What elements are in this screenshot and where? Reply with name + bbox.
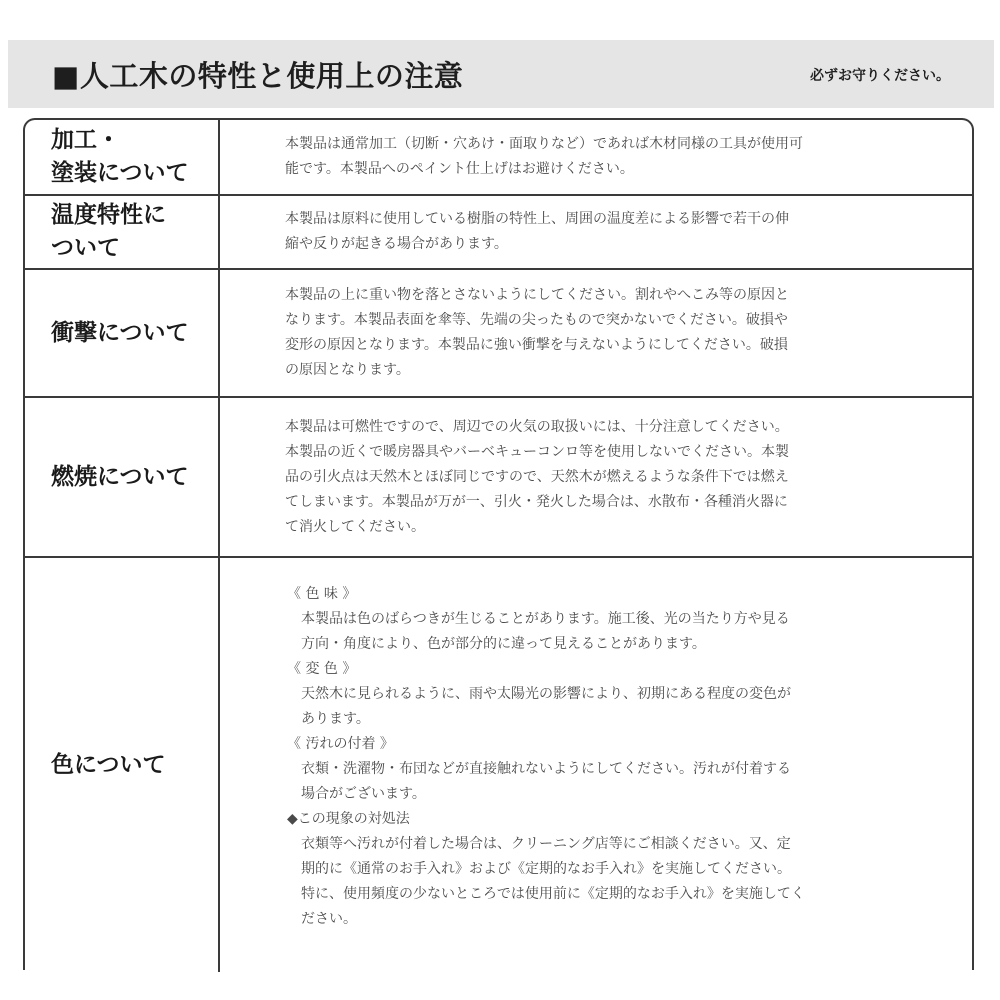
header-note: 必ずお守りください。 — [810, 68, 950, 84]
notes-table — [23, 118, 974, 970]
row-body-combustion — [285, 398, 898, 556]
page-header — [8, 40, 994, 108]
table-row-impact — [25, 270, 972, 398]
row-label-temperature: 温度特性に ついて — [51, 202, 166, 261]
table-row-combustion — [25, 398, 972, 558]
text-line: 本製品は通常加工（切断・穴あけ・面取りなど）であれば木材同様の工具が使用可 — [285, 136, 803, 152]
text-line: ださい。 — [301, 911, 357, 927]
text-line: 方向・角度により、色が部分的に違って見えることがあります。 — [301, 636, 706, 652]
text-line: 本製品の上に重い物を落とさないようにしてください。割れやへこみ等の原因と — [285, 287, 789, 303]
row-label-processing: 加工・ 塗装について — [51, 127, 189, 186]
text-line: 能です。本製品へのペイント仕上げはお避けください。 — [285, 161, 634, 177]
row-label-color: 色について — [51, 751, 166, 778]
table-row-processing — [25, 120, 972, 196]
text-line: 期的に《通常のお手入れ》および《定期的なお手入れ》を実施してください。 — [301, 861, 791, 877]
row-label-combustion: 燃焼について — [51, 463, 189, 490]
text-line: の原因となります。 — [285, 362, 410, 378]
text-line: 縮や反りが起きる場合があります。 — [285, 236, 508, 252]
text-line: 本製品は色のばらつきが生じることがあります。施工後、光の当たり方や見る — [301, 611, 790, 627]
subsection-heading: 《 汚れの付着 》 — [287, 736, 394, 752]
row-label-cell — [25, 270, 220, 396]
row-body-processing — [285, 120, 898, 194]
text-line: て消火してください。 — [285, 518, 425, 535]
row-label-cell — [25, 558, 220, 972]
text-line: なります。本製品表面を傘等、先端の尖ったもので突かないでください。破損や — [285, 312, 788, 328]
row-label-cell — [25, 398, 220, 556]
text-line: 衣類等へ汚れが付着した場合は、クリーニング店等にご相談ください。又、定 — [301, 836, 791, 852]
text-line: てしまいます。本製品が万が一、引火・発火した場合は、水散布・各種消火器に — [285, 493, 788, 510]
text-line: 本製品の近くで暖房器具やバーベキューコンロ等を使用しないでください。本製 — [285, 443, 789, 460]
subsection-heading: ◆この現象の対処法 — [287, 811, 410, 827]
row-body-color — [287, 582, 898, 932]
row-body-impact — [285, 270, 898, 396]
text-line: 天然木に見られるように、雨や太陽光の影響により、初期にある程度の変色が — [301, 686, 791, 702]
text-line: 本製品は可燃性ですので、周辺での火気の取扱いには、十分注意してください。 — [285, 418, 789, 435]
text-line: 本製品は原料に使用している樹脂の特性上、周囲の温度差による影響で若干の伸 — [285, 211, 789, 227]
row-body-temperature — [285, 196, 898, 268]
table-row-temperature — [25, 196, 972, 270]
subsection-heading: 《 変 色 》 — [287, 661, 357, 677]
text-line: 衣類・洗濯物・布団などが直接触れないようにしてください。汚れが付着する — [301, 761, 791, 777]
text-line: 場合がございます。 — [301, 786, 426, 802]
text-line: あります。 — [301, 711, 370, 727]
row-label-impact: 衝撃について — [51, 319, 189, 346]
text-line: 変形の原因となります。本製品に強い衝撃を与えないようにしてください。破損 — [285, 337, 788, 353]
text-line: 特に、使用頻度の少ないところでは使用前に《定期的なお手入れ》を実施してく — [301, 886, 805, 902]
page-title: ■人工木の特性と使用上の注意 — [52, 59, 464, 93]
subsection-heading: 《 色 味 》 — [287, 586, 357, 602]
row-label-cell — [25, 196, 220, 268]
row-label-cell — [25, 120, 220, 194]
table-row-color — [25, 558, 972, 972]
text-line: 品の引火点は天然木とほぼ同じですので、天然木が燃えるような条件下では燃え — [285, 468, 789, 485]
